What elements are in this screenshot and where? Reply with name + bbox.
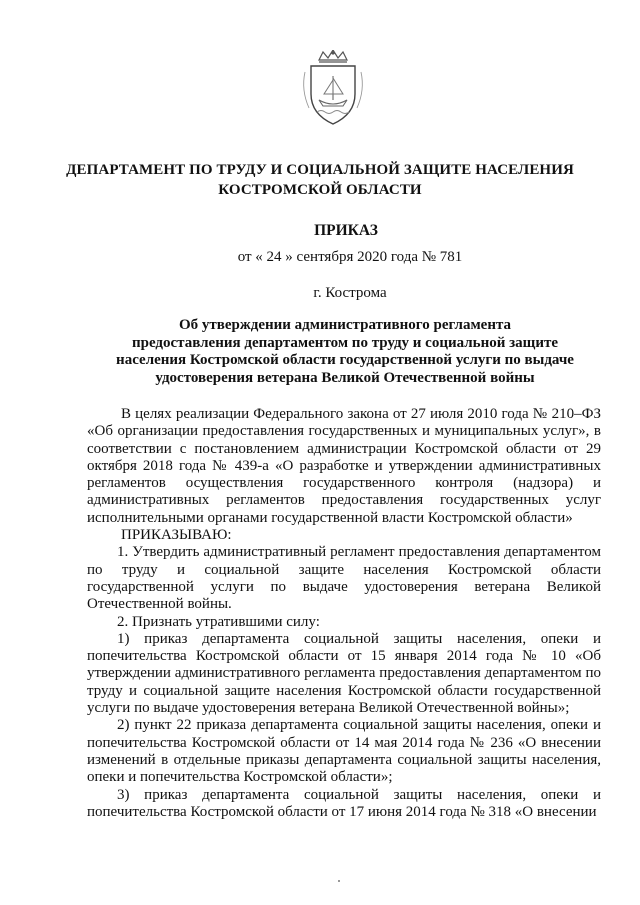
order-city: г. Кострома <box>313 285 387 301</box>
order-subject <box>92 317 598 387</box>
subject-line: предоставления департаментом по труду и социальной защите <box>131 334 558 351</box>
department-line-2: КОСТРОМСКОЙ ОБЛАСТИ <box>218 182 422 198</box>
subject-line: населения Костромской области государственной услуги по выдаче <box>116 352 574 368</box>
department-heading <box>40 160 600 200</box>
preamble-paragraph: В целях реализации Федерального закона от 27 июля 2010 года № 210–ФЗ «Об организации предоставления государственных и муниципальных услуг», в соответствии с постановлением администрации Костромской области от 29 октября 2018 года № 439-а «О разработке и утверждении административных регламентов осуществления государственного контроля (надзора) и административных регламентов предоставления государственных услуг исполнительными органами государственной власти Костромской области» <box>87 406 601 526</box>
emblem-icon <box>297 50 369 128</box>
decree-word: ПРИКАЗЫВАЮ: <box>121 527 232 544</box>
item-1-paragraph: 1. Утвердить административный регламент предоставления департаментом по труду и социальной защите населения Костромской области государственной услуги по выдаче удостоверения ветерана Великой Отечественной войны. <box>87 544 601 613</box>
order-date: от « 24 » сентября 2020 года № 781 <box>237 249 463 265</box>
department-line-1: ДЕПАРТАМЕНТ ПО ТРУДУ И СОЦИАЛЬНОЙ ЗАЩИТЕ НАСЕЛЕНИЯ <box>66 162 574 178</box>
order-body <box>87 406 601 821</box>
coat-of-arms-emblem <box>297 50 369 128</box>
item-2-3-paragraph: 3) приказ департамента социальной защиты населения, опеки и попечительства Костромской области от 17 июня 2014 года № 318 «О внесении <box>87 786 601 820</box>
page-mark <box>338 880 340 882</box>
order-title: ПРИКАЗ <box>314 222 378 239</box>
subject-line: удостоверения ветерана Великой Отечественной войны <box>155 369 535 386</box>
item-2-1-paragraph: 1) приказ департамента социальной защиты населения, опеки и попечительства Костромской области от 15 января 2014 года № 10 «Об утверждении административного регламента предоставления департаментом по труду и социальной защите населения Костромской области государственной услуги по выдаче удостоверения ветерана Великой Отечественной войны»; <box>87 630 601 717</box>
item-2-2-paragraph: 2) пункт 22 приказа департамента социальной защиты населения, опеки и попечительства Костромской области от 14 мая 2014 года № 236 «О внесении изменений в отдельные приказы департамента социальной защиты населения, опеки и попечительства Костромской области»; <box>87 717 601 786</box>
subject-line: Об утверждении административного регламента <box>178 317 512 333</box>
item-2-paragraph: 2. Признать утратившими силу: <box>117 613 320 630</box>
